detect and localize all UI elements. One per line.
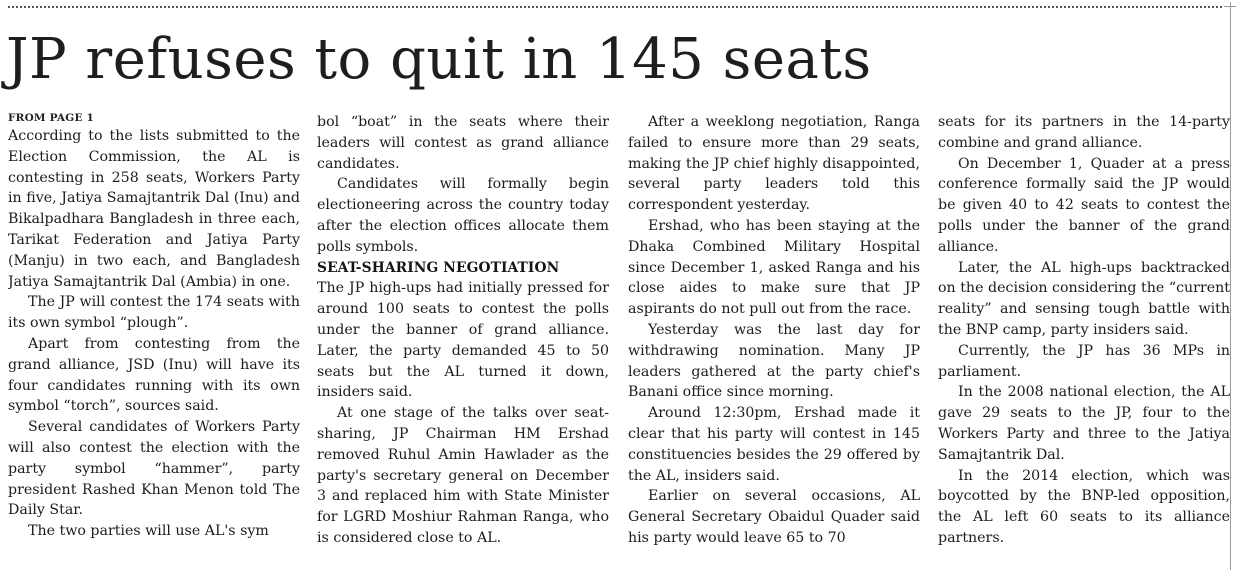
paragraph: On December 1, Quader at a press conference formally said the JP would be given 40 to 42 seats to contest the polls under the banner of the grand alliance. xyxy=(938,155,1230,255)
article-column-4 xyxy=(938,112,1230,570)
paragraph: After a weeklong negotiation, Ranga failed to ensure more than 29 seats, making the JP chief highly disappointed, several party leaders told this correspondent yesterday. xyxy=(628,114,920,214)
paragraph: In the 2014 election, which was boycotted by the BNP-led opposition, the AL left 60 seats to its alliance partners. xyxy=(938,467,1230,546)
article-column-1 xyxy=(8,112,300,570)
paragraph: The two parties will use AL's sym xyxy=(28,523,269,540)
paragraph: In the 2008 national election, the AL gave 29 seats to the JP, four to the Workers Party and three to the Jatiya Samajtantrik Dal. xyxy=(938,384,1230,463)
right-rule-tick xyxy=(1224,6,1236,7)
article-column-3 xyxy=(628,112,920,570)
paragraph: Candidates will formally begin electioneering across the country today after the election offices allocate them polls symbols. xyxy=(317,176,609,255)
paragraph: Yesterday was the last day for withdrawing nomination. Many JP leaders gathered at the party chief's Banani office since morning. xyxy=(628,321,920,401)
paragraph: Earlier on several occasions, AL General Secretary Obaidul Quader said his party would leave 65 to 70 xyxy=(628,488,920,546)
article-column-2 xyxy=(317,112,609,570)
paragraph: The JP will contest the 174 seats with its own symbol “plough”. xyxy=(8,294,300,332)
paragraph: Around 12:30pm, Ershad made it clear that his party will contest in 145 constituencies besides the 29 offered by the AL, insiders said. xyxy=(628,405,920,484)
paragraph: Later, the AL high-ups backtracked on the decision considering the “current reality” and sensing tough battle with the BNP camp, party insiders said. xyxy=(938,259,1230,338)
paragraph: Several candidates of Workers Party will also contest the election with the party symbol “hammer”, party president Rashed Khan Menon told The Daily Star. xyxy=(8,419,300,519)
top-dotted-rule xyxy=(8,6,1222,8)
paragraph: According to the lists submitted to the Election Commission, the AL is contesting in 258 seats, Workers Party in five, Jatiya Samajtantrik Dal (Inu) and Bikalpadhara Bangladesh in three each, Tarikat Federation and Jatiya Party (Manju) in two each, and Bangladesh Jatiya Samajtantrik Dal (Ambia) in one. xyxy=(8,128,300,290)
right-column-rule xyxy=(1230,2,1231,570)
paragraph: Apart from contesting from the grand alliance, JSD (Inu) will have its four candidates running with its own symbol “torch”, sources said. xyxy=(8,335,300,415)
paragraph: Currently, the JP has 36 MPs in parliament. xyxy=(938,342,1230,380)
paragraph: Ershad, who has been staying at the Dhaka Combined Military Hospital since December 1, asked Ranga and his close aides to make sure that JP aspirants do not pull out from the race. xyxy=(628,217,920,318)
subheading: SEAT-SHARING NEGOTIATION xyxy=(317,259,560,276)
kicker-from-page-1: FROM PAGE 1 xyxy=(8,112,95,124)
headline: JP refuses to quit in 145 seats xyxy=(6,27,872,92)
paragraph: The JP high-ups had initially pressed for around 100 seats to contest the polls under the banner of grand alliance. Later, the party demanded 45 to 50 seats but the AL turned it down, insiders said. xyxy=(317,280,609,401)
paragraph: At one stage of the talks over seat-sharing, JP Chairman HM Ershad removed Ruhul Amin Hawlader as the party's secretary general on December 3 and replaced him with State Minister for LGRD Moshiur Rahman Ranga, who is considered close to AL. xyxy=(317,405,609,546)
paragraph: bol “boat” in the seats where their leaders will contest as grand alliance candidates. xyxy=(317,114,609,172)
paragraph: seats for its partners in the 14-party combine and grand alliance. xyxy=(938,114,1230,151)
